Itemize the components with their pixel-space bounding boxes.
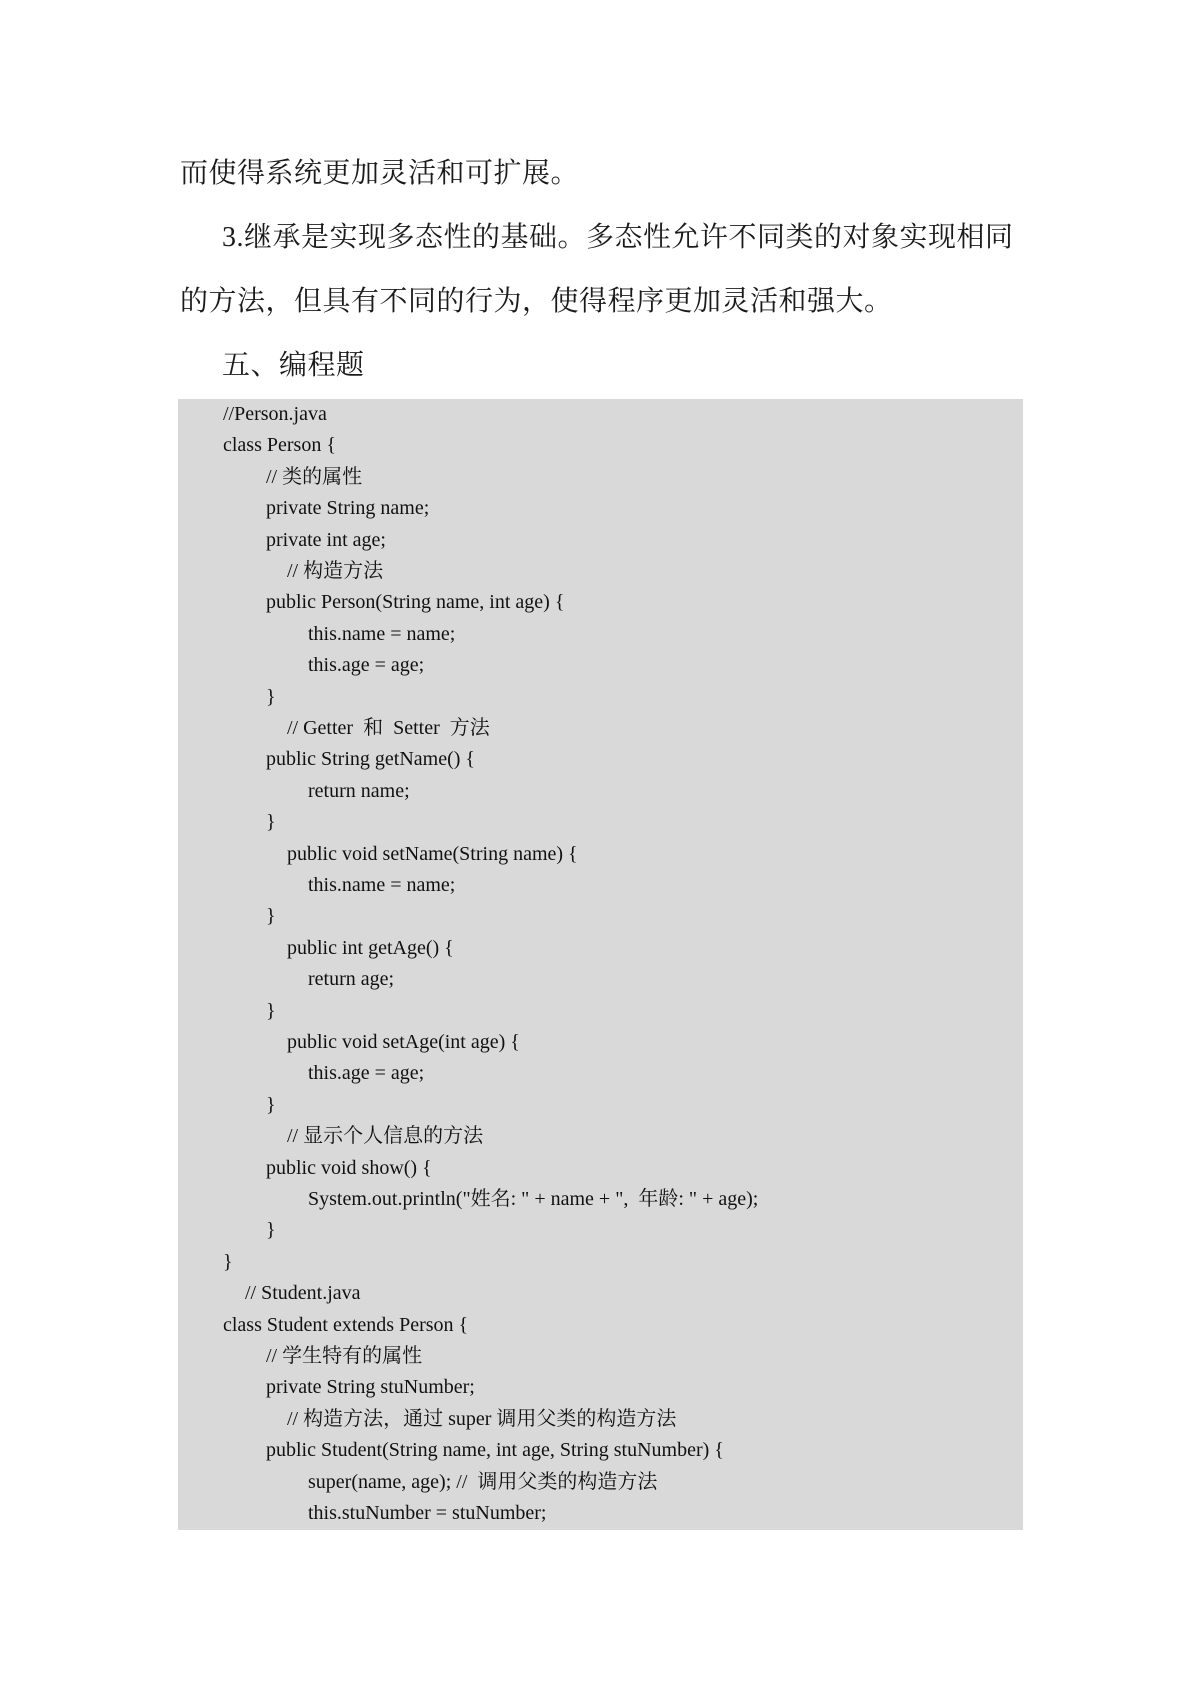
code-line: // Getter 和 Setter 方法 [287, 717, 490, 739]
code-line: // 构造方法，通过 super 调用父类的构造方法 [287, 1407, 677, 1430]
code-line: public Person(String name, int age) { [266, 591, 565, 614]
code-line: } [266, 1093, 276, 1116]
code-line: public void setName(String name) { [287, 842, 578, 865]
code-line: private String stuNumber; [266, 1376, 475, 1399]
code-line: } [266, 685, 276, 708]
code-line: this.name = name; [308, 874, 456, 896]
paragraph-continuation: 而使得系统更加灵活和可扩展。 [180, 158, 580, 189]
code-line: class Person { [223, 434, 336, 457]
code-line: public void setAge(int age) { [287, 1031, 520, 1053]
code-line: return name; [308, 779, 410, 802]
code-line: public String getName() { [266, 748, 475, 771]
code-line: private int age; [266, 528, 386, 551]
paragraph-inheritance-point-3: 3.继承是实现多态性的基础。多态性允许不同类的对象实现相同 [222, 222, 1014, 253]
code-line: // Student.java [245, 1282, 361, 1305]
code-line: } [266, 999, 276, 1022]
code-line: this.stuNumber = stuNumber; [308, 1502, 547, 1524]
code-line: } [266, 905, 276, 928]
code-line: public int getAge() { [287, 936, 454, 959]
code-line: this.name = name; [308, 622, 456, 645]
code-line: // 类的属性 [266, 465, 363, 488]
code-line: } [223, 1250, 233, 1273]
paragraph-inheritance-point-3-cont: 的方法，但具有不同的行为，使得程序更加灵活和强大。 [180, 286, 893, 317]
code-line: } [266, 1219, 276, 1242]
code-line: } [266, 811, 276, 834]
code-line: // 显示个人信息的方法 [287, 1125, 484, 1148]
code-line: // 构造方法 [287, 560, 384, 582]
code-line: System.out.println("姓名: " + name + ", 年龄: " + age); [308, 1188, 759, 1210]
code-line: this.age = age; [308, 1062, 425, 1085]
code-line: //Person.java [223, 403, 327, 425]
code-line: public Student(String name, int age, String stuNumber) { [266, 1439, 724, 1462]
code-line: private String name; [266, 497, 430, 520]
code-line: return age; [308, 968, 395, 991]
code-line: // 学生特有的属性 [266, 1345, 423, 1367]
code-line: public void show() { [266, 1156, 432, 1179]
code-line: super(name, age); // 调用父类的构造方法 [308, 1470, 658, 1493]
section-heading: 五、编程题 [222, 350, 365, 381]
code-line: this.age = age; [308, 654, 425, 677]
code-block [178, 399, 1023, 1530]
code-line: class Student extends Person { [223, 1313, 469, 1336]
